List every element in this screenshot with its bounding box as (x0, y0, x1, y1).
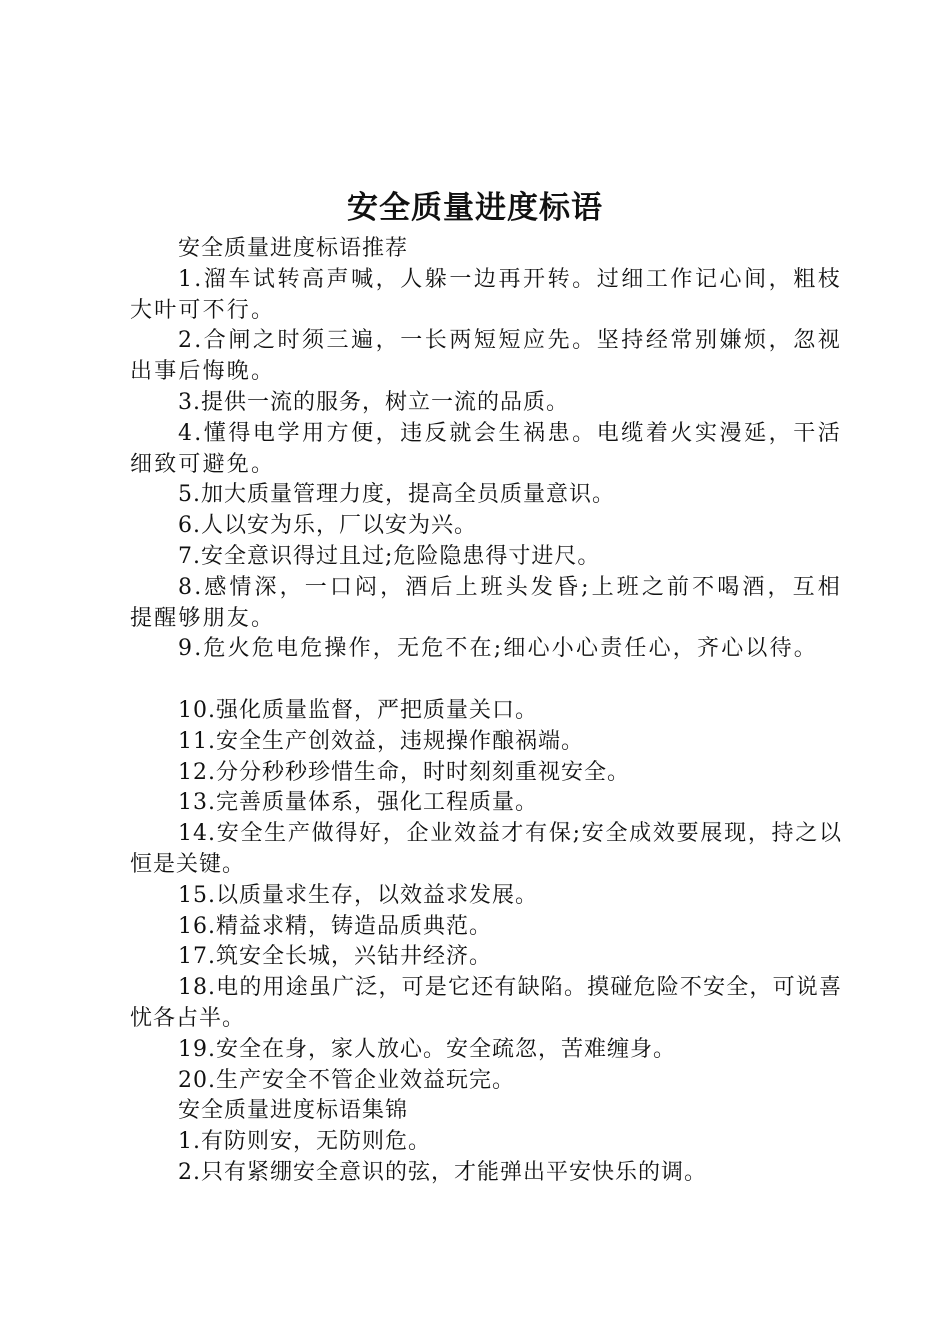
slogan-item: 8.感情深，一口闷，酒后上班头发昏;上班之前不喝酒，互相提醒够朋友。 (130, 574, 842, 631)
slogan-item: 10.强化质量监督，严把质量关口。 (178, 697, 538, 723)
document-title: 安全质量进度标语 (347, 190, 603, 226)
slogan-item: 9.危火危电危操作，无危不在;细心小心责任心，齐心以待。 (178, 636, 819, 662)
slogan-item: 20.生产安全不管企业效益玩完。 (178, 1067, 515, 1093)
slogan-item: 18.电的用途虽广泛，可是它还有缺陷。摸碰危险不安全，可说喜忧各占半。 (130, 975, 842, 1031)
slogan-item: 7.安全意识得过且过;危险隐患得寸进尺。 (178, 543, 601, 569)
blank-line (130, 665, 842, 696)
slogan-item: 19.安全在身，家人放心。安全疏忽，苦难缠身。 (178, 1036, 676, 1062)
section-heading-recommend: 安全质量进度标语推荐 (178, 236, 409, 261)
slogan-item: 11.安全生产创效益，违规操作酿祸端。 (178, 728, 584, 754)
slogan-item: 13.完善质量体系，强化工程质量。 (178, 790, 538, 816)
slogan-item: 14.安全生产做得好，企业效益才有保;安全成效要展现，持之以恒是关键。 (130, 821, 842, 877)
section-heading-collection: 安全质量进度标语集锦 (178, 1098, 409, 1124)
slogan-item: 1.有防则安，无防则危。 (178, 1129, 431, 1155)
slogan-item: 15.以质量求生存，以效益求发展。 (178, 882, 538, 908)
slogan-item: 4.懂得电学用方便，违反就会生祸患。电缆着火实漫延，干活细致可避免。 (130, 420, 842, 477)
slogan-item: 3.提供一流的服务，树立一流的品质。 (178, 389, 569, 415)
slogan-item: 16.精益求精，铸造品质典范。 (178, 913, 492, 939)
slogan-item: 1.溜车试转高声喊，人躲一边再开转。过细工作记心间，粗枝大叶可不行。 (130, 266, 842, 323)
slogan-item: 2.只有紧绷安全意识的弦，才能弹出平安快乐的调。 (178, 1159, 707, 1185)
slogan-item: 2.合闸之时须三遍，一长两短短应先。坚持经常别嫌烦，忽视出事后悔晚。 (130, 328, 842, 385)
slogan-item: 6.人以安为乐，厂以安为兴。 (178, 513, 477, 539)
slogan-item: 17.筑安全长城，兴钻井经济。 (178, 944, 492, 970)
document-body (130, 234, 842, 1189)
slogan-item: 5.加大质量管理力度，提高全员质量意识。 (178, 482, 615, 508)
slogan-item: 12.分分秒秒珍惜生命，时时刻刻重视安全。 (178, 759, 630, 785)
